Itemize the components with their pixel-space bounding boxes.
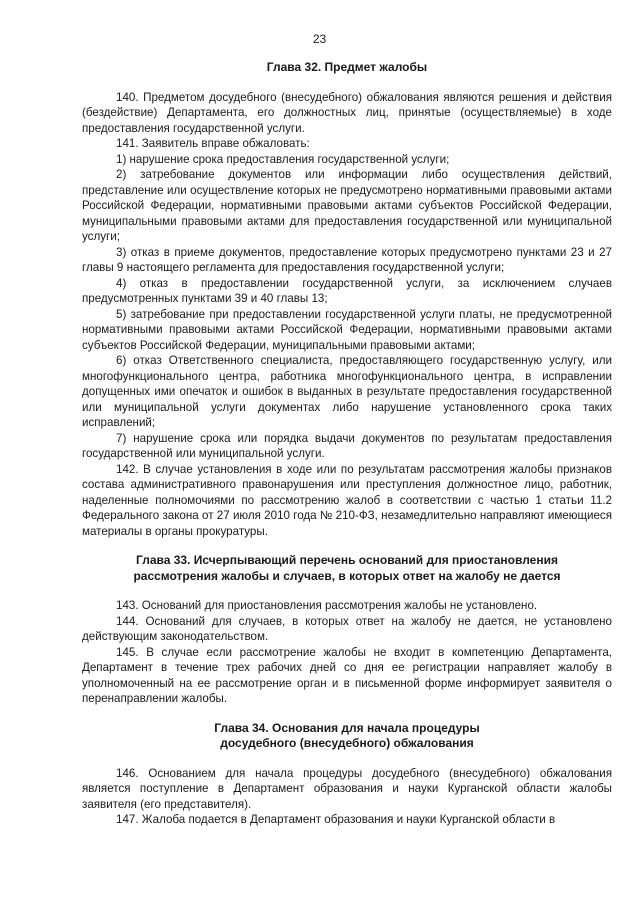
paragraph: 146. Основанием для начала процедуры досудебного (внесудебного) обжалования является поступление в Департамент образования и науки Курганской области жалобы заявителя (его представителя). [82, 766, 612, 811]
chapter-32-title: Глава 32. Предмет жалобы [266, 60, 428, 74]
chapter-34-title-line-1: Глава 34. Основания для начала процедуры [214, 720, 480, 735]
paragraph: 144. Оснований для случаев, в которых ответ на жалобу не дается, не установлено действующим законодательством. [82, 614, 612, 643]
paragraph: 141. Заявитель вправе обжаловать: [116, 137, 310, 150]
chapter-33-body [82, 598, 612, 707]
paragraph: 7) нарушение срока или порядка выдачи документов по результатам предоставления государственной или муниципальной услуги. [82, 431, 612, 460]
paragraph: 2) затребование документов или информации либо осуществления действий, представление или осуществление которых не предусмотрено нормативными правовыми актами Российской Федерации, нормативными правовыми актами субъектов Российской Федерации, муниципальными правовыми актами для предоставления государственной или муниципальной услуги; [82, 168, 612, 243]
paragraph: 142. В случае установления в ходе или по результатам рассмотрения жалобы признаков состава административного правонарушения или преступления должностное лицо, работник, наделенные полномочиями по рассмотрению жалоб в соответствии с частью 1 статьи 11.2 Федерального закона от 27 июля 2010 года № 210-ФЗ, незамедлительно направляют имеющиеся материалы в органы прокуратуры. [82, 462, 612, 538]
chapter-34-body [82, 766, 612, 828]
paragraph: 147. Жалоба подается в Департамент образования и науки Курганской области в [116, 813, 556, 826]
document-body [82, 60, 612, 828]
chapter-34-title-line-2: досудебного (внесудебного) обжалования [220, 736, 474, 750]
paragraph: 5) затребование при предоставлении государственной услуги платы, не предусмотренной нормативными правовыми актами Российской Федерации, нормативными правовыми актами субъектов Российской Федерации, муниципальными правовыми актами; [82, 307, 612, 352]
chapter-32-body [82, 90, 612, 540]
paragraph: 140. Предметом досудебного (внесудебного) обжалования являются решения и действия (бездействие) Департамента, его должностных лиц, принятые (осуществляемые) в ходе предоставления государственной услуги. [82, 90, 612, 135]
paragraph: 4) отказ в предоставлении государственной услуги, за исключением случаев предусмотренных пунктами 39 и 40 главы 13; [82, 276, 612, 305]
paragraph: 143. Оснований для приостановления рассмотрения жалобы не установлено. [116, 599, 538, 612]
paragraph: 6) отказ Ответственного специалиста, предоставляющего государственную услугу, или многофункционального центра, работника многофункционального центра, в исправлении допущенных ими опечаток и ошибок в выданных в результате предоставления государственной или муниципальной услуги документах либо нарушение установленного срока таких исправлений; [82, 354, 612, 429]
chapter-34-title [82, 721, 612, 752]
chapter-33-title-line-2: рассмотрения жалобы и случаев, в которых ответ на жалобу не дается [133, 568, 561, 583]
chapter-33-title [82, 553, 612, 584]
paragraph: 3) отказ в приеме документов, предоставление которых предусмотрено пунктами 23 и 27 главы 9 настоящего регламента для предоставления государственной услуги; [82, 245, 612, 274]
page-number: 23 [312, 32, 327, 46]
paragraph: 145. В случае если рассмотрение жалобы не входит в компетенцию Департамента, Департамент в течение трех рабочих дней со дня ее регистрации направляет жалобу в уполномоченный на ее рассмотрение орган и в письменной форме информирует заявителя о перенаправлении жалобы. [82, 645, 612, 705]
chapter-33-title-line-1: Глава 33. Исчерпывающий перечень оснований для приостановления [136, 553, 558, 567]
paragraph: 1) нарушение срока предоставления государственной услуги; [116, 152, 450, 166]
